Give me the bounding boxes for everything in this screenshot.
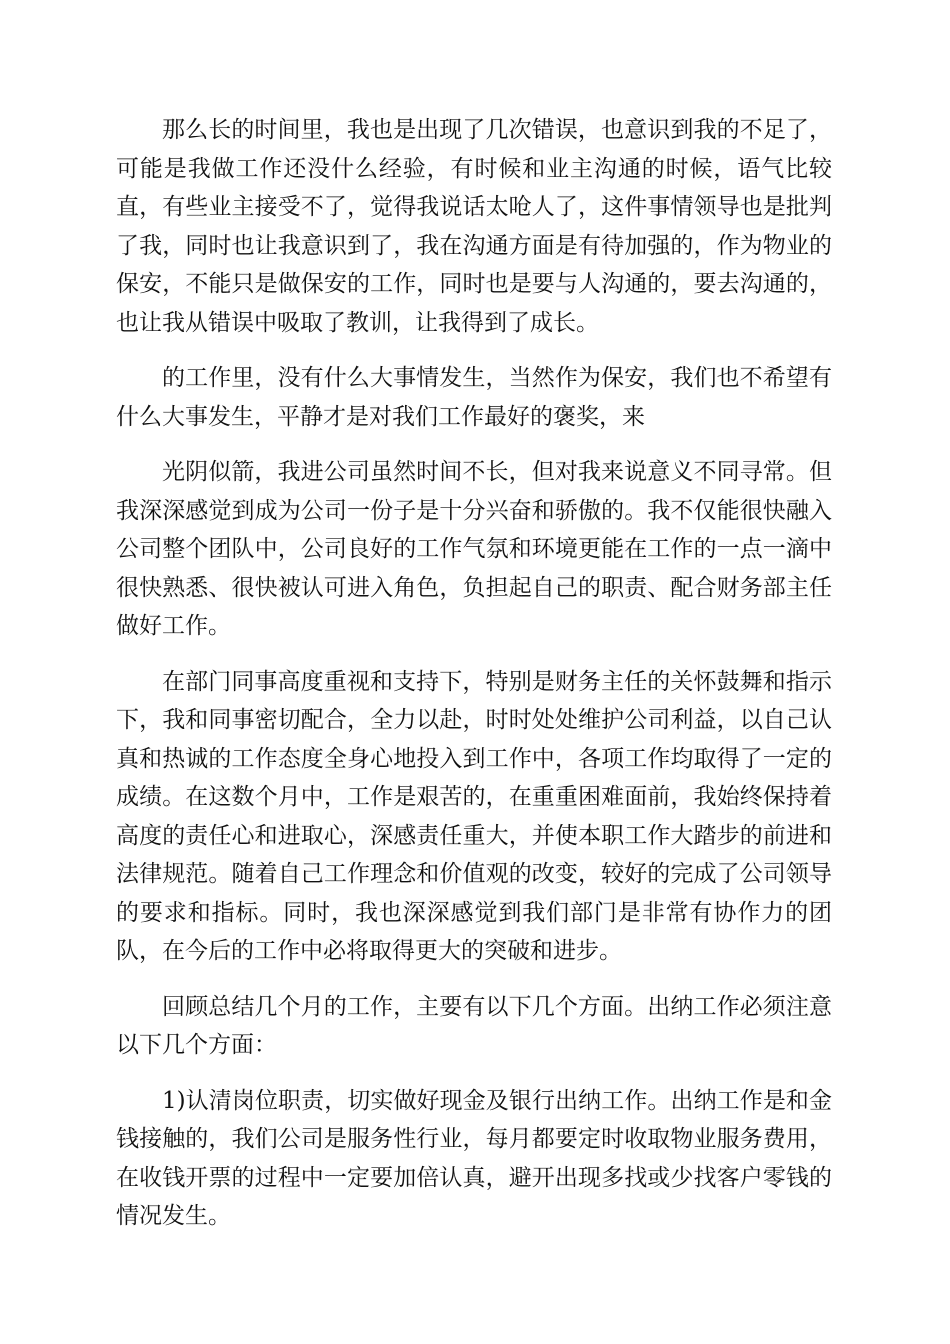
paragraph-cashier-duties: 1)认清岗位职责，切实做好现金及银行出纳工作。出纳工作是和金钱接触的，我们公司是服务性行业，每月都要定时收取物业服务费用，在收钱开票的过程中一定要加倍认真，避开出现多找或少找客户零钱的情况发生。 [116, 1087, 832, 1229]
document-body [116, 111, 832, 1253]
paragraph-review-summary: 回顾总结几个月的工作，主要有以下几个方面。出纳工作必须注意以下几个方面： [116, 993, 832, 1058]
paragraph-mistakes: 那么长的时间里，我也是出现了几次错误，也意识到我的不足了，可能是我做工作还没什么经验，有时候和业主沟通的时候，语气比较直，有些业主接受不了，觉得我说话太呛人了，这件事情领导也是批判了我，同时也让我意识到了，我在沟通方面是有待加强的，作为物业的保安，不能只是做保安的工作，同时也是要与人沟通的，要去沟通的，也让我从错误中吸取了教训，让我得到了成长。 [116, 117, 832, 336]
paragraph-department-support: 在部门同事高度重视和支持下，特别是财务主任的关怀鼓舞和指示下，我和同事密切配合，全力以赴，时时处处维护公司利益，以自己认真和热诚的工作态度全身心地投入到工作中，各项工作均取得了一定的成绩。在这数个月中，工作是艰苦的，在重重困难面前，我始终保持着高度的责任心和进取心，深感责任重大，并使本职工作大踏步的前进和法律规范。随着自己工作理念和价值观的改变，较好的完成了公司领导的要求和指标。同时，我也深深感觉到我们部门是非常有协作力的团队，在今后的工作中必将取得更大的突破和进步。 [116, 668, 832, 964]
paragraph-calm-work: 的工作里，没有什么大事情发生，当然作为保安，我们也不希望有什么大事发生，平静才是对我们工作最好的褒奖，来 [116, 365, 832, 430]
paragraph-joining-company: 光阴似箭，我进公司虽然时间不长，但对我来说意义不同寻常。但我深深感觉到成为公司一份子是十分兴奋和骄傲的。我不仅能很快融入公司整个团队中，公司良好的工作气氛和环境更能在工作的一点一滴中很快熟悉、很快被认可进入角色，负担起自己的职责、配合财务部主任做好工作。 [116, 459, 832, 639]
